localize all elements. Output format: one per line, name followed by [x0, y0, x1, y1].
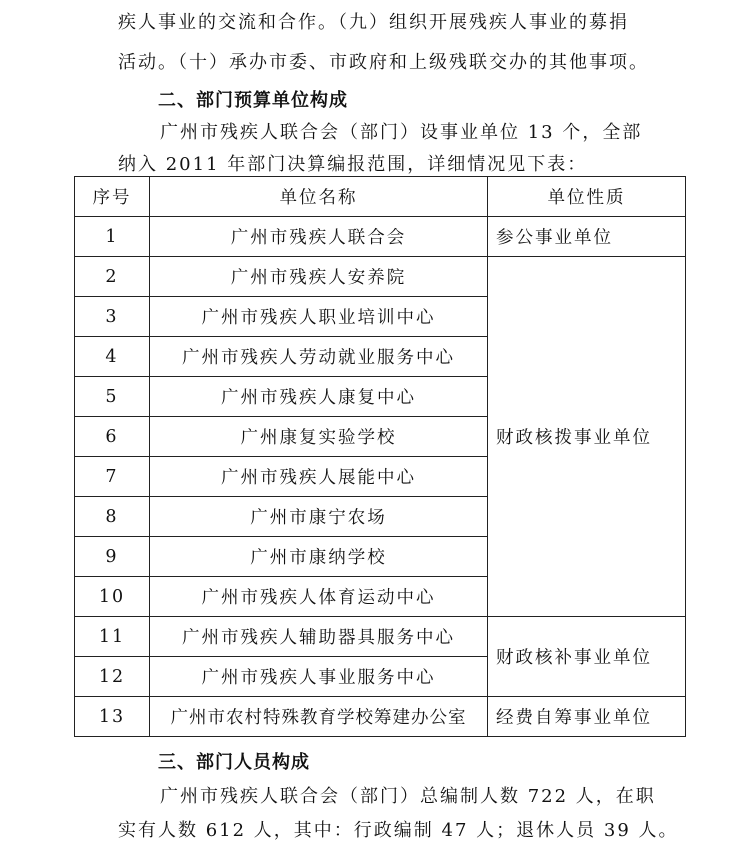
cell-name: 广州市残疾人安养院	[150, 257, 488, 297]
table-row	[75, 617, 686, 657]
text-line: 广州市残疾人联合会（部门）设事业单位 13 个，全部	[160, 122, 643, 143]
units-table	[74, 176, 686, 737]
cell-no: 12	[75, 657, 150, 697]
header-type: 单位性质	[488, 177, 686, 217]
cell-name: 广州市残疾人康复中心	[150, 377, 488, 417]
cell-no: 11	[75, 617, 150, 657]
cell-no: 9	[75, 537, 150, 577]
text-line: 活动。（十）承办市委、市政府和上级残联交办的其他事项。	[118, 52, 649, 73]
section-heading-staff: 三、部门人员构成	[158, 752, 310, 773]
cell-type: 参公事业单位	[488, 217, 686, 257]
cell-no: 7	[75, 457, 150, 497]
cell-name: 广州市残疾人职业培训中心	[150, 297, 488, 337]
table-row	[75, 217, 686, 257]
cell-no: 2	[75, 257, 150, 297]
cell-name: 广州市康纳学校	[150, 537, 488, 577]
table-header-row	[75, 177, 686, 217]
cell-no: 3	[75, 297, 150, 337]
text-line: 广州市残疾人联合会（部门）总编制人数 722 人，在职	[160, 786, 656, 807]
cell-name: 广州市残疾人事业服务中心	[150, 657, 488, 697]
cell-no: 13	[75, 697, 150, 737]
cell-type: 财政核补事业单位	[488, 617, 686, 697]
cell-no: 10	[75, 577, 150, 617]
cell-no: 5	[75, 377, 150, 417]
text-line: 实有人数 612 人，其中：行政编制 47 人；退休人员 39 人。	[118, 820, 679, 841]
table-row	[75, 697, 686, 737]
text-line: 纳入 2011 年部门决算编报范围，详细情况见下表：	[118, 154, 588, 175]
cell-type: 财政核拨事业单位	[488, 257, 686, 617]
cell-name: 广州市残疾人联合会	[150, 217, 488, 257]
cell-no: 1	[75, 217, 150, 257]
header-no: 序号	[75, 177, 150, 217]
cell-no: 6	[75, 417, 150, 457]
cell-name: 广州市康宁农场	[150, 497, 488, 537]
cell-type: 经费自筹事业单位	[488, 697, 686, 737]
cell-name: 广州市残疾人体育运动中心	[150, 577, 488, 617]
cell-name: 广州市残疾人劳动就业服务中心	[150, 337, 488, 377]
cell-no: 8	[75, 497, 150, 537]
table-row	[75, 257, 686, 297]
text-line: 疾人事业的交流和合作。（九）组织开展残疾人事业的募捐	[118, 12, 629, 33]
cell-name: 广州市残疾人展能中心	[150, 457, 488, 497]
cell-name: 广州康复实验学校	[150, 417, 488, 457]
section-heading-budget-units: 二、部门预算单位构成	[158, 90, 348, 111]
cell-no: 4	[75, 337, 150, 377]
cell-name: 广州市残疾人辅助器具服务中心	[150, 617, 488, 657]
cell-name: 广州市农村特殊教育学校筹建办公室	[150, 697, 488, 737]
header-name: 单位名称	[150, 177, 488, 217]
